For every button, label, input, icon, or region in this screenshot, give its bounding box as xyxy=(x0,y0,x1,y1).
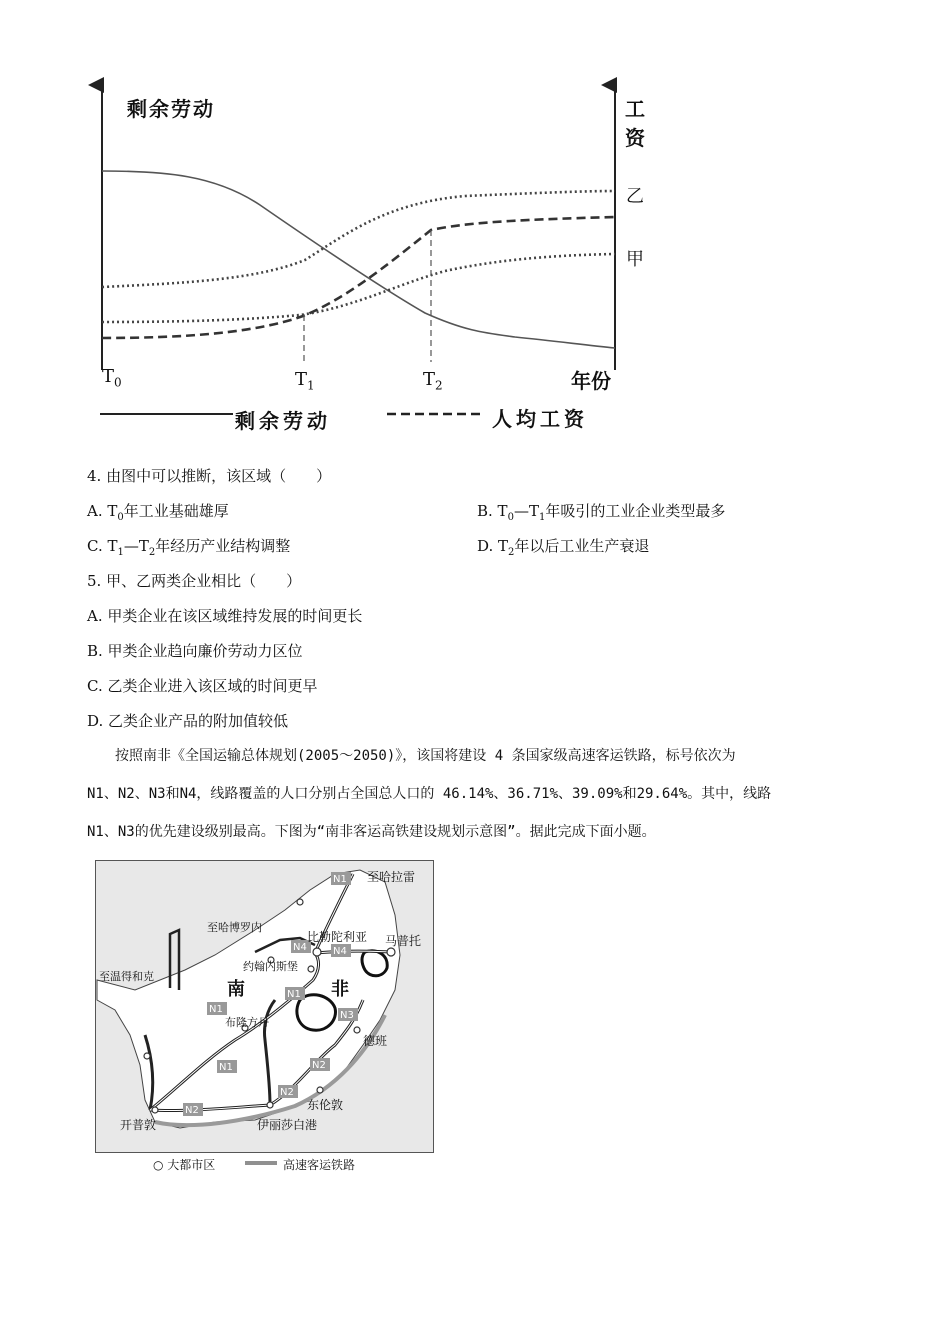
q4-option-b[interactable]: B. $T_0—T_1$年吸引的工业企业类型最多 xyxy=(477,502,726,523)
city-durban: 德班 xyxy=(363,1034,388,1048)
route-n4-east: N4 xyxy=(333,946,347,957)
to-windhoek: 至温得和克 xyxy=(99,970,154,983)
q5-option-d[interactable]: D. 乙类企业产品的附加值较低 xyxy=(87,712,289,730)
passage-line-3: N1、N3的优先建设级别最高。下图为“南非客运高铁建设规划示意图”。据此完成下面小题。 xyxy=(87,824,656,840)
q4-option-a[interactable]: A. $T_0$年工业基础雄厚 xyxy=(87,502,229,523)
right-axis-label: 工资 xyxy=(625,97,645,150)
tick-t0: $T_0$ xyxy=(102,366,122,390)
route-n2-west: N2 xyxy=(185,1105,199,1116)
city-to-harare: 至哈拉雷 xyxy=(367,870,416,884)
tick-t2: $T_2$ xyxy=(423,369,443,393)
q4-option-c[interactable]: C. $T_1—T_2$年经历产业结构调整 xyxy=(87,537,291,558)
q5-option-a[interactable]: A. 甲类企业在该区域维持发展的时间更长 xyxy=(87,607,363,625)
x-axis-label: 年份 xyxy=(571,369,611,393)
route-n1-south: N1 xyxy=(219,1062,233,1073)
legend-solid-label: 剩余劳动 xyxy=(235,409,331,433)
city-cape-town: 开普敦 xyxy=(120,1118,157,1132)
q4-option-d[interactable]: D. $T_2$年以后工业生产衰退 xyxy=(477,537,650,558)
city-to-gaborone: 至哈博罗内 xyxy=(207,921,262,934)
city-port-elizabeth: 伊丽莎白港 xyxy=(257,1118,318,1132)
chart-svg xyxy=(85,75,645,445)
q5-stem: 5. 甲、乙两类企业相比（ ） xyxy=(87,572,302,590)
country-label-fei: 非 xyxy=(331,979,349,1000)
q4-stem: 4. 由图中可以推断，该区域（ ） xyxy=(87,467,332,485)
legend-rail: 高速客运铁路 xyxy=(283,1158,356,1172)
city-bloemfontein: 布隆方丹 xyxy=(225,1016,269,1029)
city-johannesburg: 约翰内斯堡 xyxy=(243,960,298,973)
route-n2-mid: N2 xyxy=(280,1087,294,1098)
route-n1-west: N1 xyxy=(209,1004,223,1015)
route-n4-west: N4 xyxy=(293,942,307,953)
legend-city: ○ 大都市区 xyxy=(153,1158,216,1172)
label-yi: 乙 xyxy=(626,186,644,207)
route-n1-center: N1 xyxy=(287,989,301,1000)
left-axis-label: 剩余劳动 xyxy=(127,97,215,121)
city-east-london: 东伦敦 xyxy=(307,1098,344,1112)
wage-average-line xyxy=(102,217,615,338)
tick-t1: $T_1$ xyxy=(295,369,315,393)
route-n2-east: N2 xyxy=(312,1060,326,1071)
legend-dashed-label: 人均工资 xyxy=(492,407,588,431)
q5-option-b[interactable]: B. 甲类企业趋向廉价劳动力区位 xyxy=(87,642,303,660)
route-n3: N3 xyxy=(340,1010,354,1021)
passage-line-1: 按照南非《全国运输总体规划(2005～2050)》，该国将建设 4 条国家级高速客运铁路，标号依次为 xyxy=(87,748,736,764)
wage-yi-line xyxy=(102,191,615,287)
passage-line-2: N1、N2、N3和N4，线路覆盖的人口分别占全国总人口的 46.14%、36.71%、39.09%和29.64%。其中，线路 xyxy=(87,786,772,802)
country-label-nan: 南 xyxy=(227,979,245,1000)
city-maputo: 马普托 xyxy=(385,934,422,948)
route-n1-north: N1 xyxy=(333,874,347,885)
south-africa-rail-map xyxy=(95,860,435,1180)
wage-labor-chart xyxy=(85,75,645,445)
q5-option-c[interactable]: C. 乙类企业进入该区域的时间更早 xyxy=(87,677,318,695)
label-jia: 甲 xyxy=(626,249,644,270)
wage-jia-line xyxy=(102,254,615,322)
city-pretoria: 比勒陀利亚 xyxy=(307,930,368,944)
